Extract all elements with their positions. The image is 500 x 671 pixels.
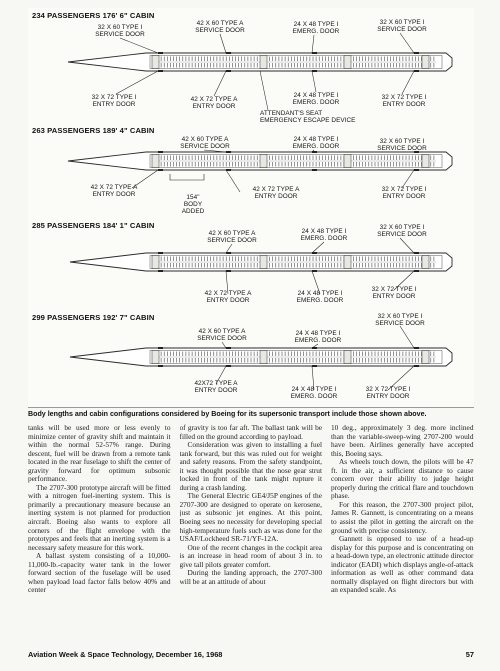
config-3-entry-door-rear: 32 X 72 TYPE I ENTRY DOOR (371, 286, 417, 300)
config-2-title: 263 PASSENGERS 189' 4" CABIN (32, 126, 155, 135)
config-3-service-door-rear: 32 X 60 TYPE I SERVICE DOOR (377, 224, 427, 238)
paragraph: The General Electric GE4/J5P engines of the 2707-300 are designed to operate on kerosene, just as subsonic jet engines. At this point, Boeing sees no necessity for developing special high-temperature fuels such as was done for the USAF/Lockheed SR-71/YF-12A. (179, 491, 322, 544)
leader-line-18 (400, 238, 414, 253)
leader-line-7 (312, 71, 316, 92)
config-4-title: 299 PASSENGERS 192' 7" CABIN (32, 313, 155, 322)
config-4-entry-door-rear: 32 X 72 TYPE I ENTRY DOOR (365, 386, 411, 400)
config-1-entry-door-front: 32 X 72 TYPE I ENTRY DOOR (91, 94, 137, 108)
leader-line-23 (222, 342, 226, 348)
fuselage-4-door-bottom-4 (414, 365, 419, 367)
config-3-emerg-door-top: 24 X 48 TYPE I EMERG. DOOR (300, 228, 348, 242)
config-1-emerg-door-bottom: 24 X 48 TYPE I EMERG. DOOR (292, 92, 340, 106)
paragraph: As wheels touch down, the pilots will be 47 ft. in the air, a sufficient distance to cause concern over their ability to judge height properly during the critical flare and touchdown phase. (331, 457, 474, 501)
paragraph: tanks will be used more or less evenly to minimize center of gravity shift and maintain it within the normal 52-57% range. During descent, fuel will be drawn from a remote tank located in the rear fuselage to shift the center of gravity forward for optimum subsonic performance. (28, 424, 171, 484)
fuselage-4-door-bottom-2 (226, 365, 231, 367)
config-3-entry-door-a: 42 X 72 TYPE A ENTRY DOOR (204, 290, 252, 304)
fuselage-2-galley-3 (344, 155, 351, 168)
leader-line-8 (402, 71, 414, 94)
fuselage-4-door-top-2 (226, 347, 231, 349)
leader-line-1 (120, 38, 158, 53)
config-2-entry-door-rear: 32 X 72 TYPE I ENTRY DOOR (381, 186, 427, 200)
fuselage-4-door-top-4 (414, 347, 419, 349)
fuselage-3-galley-4 (422, 256, 429, 269)
config-1-attendant-seat: ATTENDANT'S SEAT EMERGENCY ESCAPE DEVICE (260, 110, 356, 124)
leader-line-3 (312, 35, 314, 53)
config-3-title: 285 PASSENGERS 184' 1" CABIN (32, 221, 155, 230)
paragraph: Gannett is opposed to use of a head-up display for this purpose and is concentrating on a head-down type, an electronic attitude director indicator (EADI) which displays angle-of-attack information as well as other command data normally displayed on flight directors but with an expanded scale. As (331, 534, 474, 595)
paragraph: During the landing approach, the 2707-300 will be at an attitude of about (179, 568, 322, 586)
config-1-service-door-front: 32 X 60 TYPE I SERVICE DOOR (95, 24, 145, 38)
page-number: 57 (465, 650, 474, 659)
config-4-emerg-door-top: 24 X 48 TYPE I EMERG. DOOR (294, 330, 342, 344)
fuselage-3-door-bottom-4 (414, 270, 419, 272)
fuselage-4-door-top-1 (158, 347, 163, 349)
leader-line-2 (220, 34, 226, 53)
leader-line-16 (226, 244, 232, 253)
leader-line-17 (312, 242, 324, 253)
fuselage-3-door-top-1 (158, 252, 163, 254)
config-1-service-door-rear: 32 X 60 TYPE I SERVICE DOOR (377, 19, 427, 33)
fuselage-2-door-top-2 (226, 151, 231, 153)
config-4-entry-door-a: 42X72 TYPE A ENTRY DOOR (194, 380, 238, 394)
paragraph: One of the recent changes in the cockpit area is an increase in head room of about 3 in. to give tall pilots greater comfort. (179, 542, 322, 569)
leader-line-22 (400, 326, 414, 348)
config-3-emerg-door-bottom: 24 X 48 TYPE I EMERG. DOOR (296, 290, 344, 304)
fuselage-4-galley-4 (422, 351, 429, 364)
paragraph: of gravity is too far aft. The ballast tank will be filled on the ground according to payload. (179, 424, 322, 441)
fuselage-diagrams (28, 8, 474, 408)
fuselage-1-galley-4 (422, 56, 429, 69)
fuselage-1-door-top-4 (414, 52, 419, 54)
fuselage-2-door-top-1 (158, 151, 163, 153)
fuselage-1-door-top-3 (312, 52, 317, 54)
fuselage-3-door-bottom-3 (312, 270, 317, 272)
paragraph: For this reason, the 2707-300 project pilot, James R. Gannett, is concentrating on a means to assist the pilot in getting the aircraft on the ground with precise consistency. (331, 499, 474, 535)
config-4-service-door-a: 42 X 60 TYPE A SERVICE DOOR (197, 328, 247, 342)
paragraph: 10 deg., approximately 3 deg. more inclined than the variable-sweep-wing 2707-200 would have been. Airlines generally have accepted this, Boeing says. (331, 424, 474, 458)
fuselage-4-galley-1 (152, 351, 159, 364)
paragraph: A ballast system consisting of a 10,000-11,000-lb.-capacity water tank in the lower forward section of the fuselage will be used when payload load factor falls below 40% and center (28, 551, 171, 595)
fuselage-2-galley-1 (152, 155, 159, 168)
fuselage-1-door-top-2 (226, 52, 231, 54)
fuselage-1-galley-2 (260, 56, 267, 69)
publication-line: Aviation Week & Space Technology, December 16, 1968 (28, 650, 223, 659)
figure-caption: Body lengths and cabin configurations considered by Boeing for its supersonic transport include those shown above. (28, 410, 427, 418)
fuselage-1-door-bottom-4 (414, 70, 419, 72)
fuselage-1-door-bottom-3 (312, 70, 317, 72)
fuselage-1-door-bottom-1 (158, 70, 163, 72)
paragraph: The 2707-300 prototype aircraft will be fitted with a nitrogen fuel-inerting system. This is primarily a precautionary measure because an inerting system is not planned for production aircraft. Boeing also wants to explore all corners of the flight envelope with the prototypes and feels that an inerting system is a necessary safety measure for this work. (28, 482, 171, 552)
fuselage-4-galley-3 (344, 351, 351, 364)
config-3-service-door-a: 42 X 60 TYPE A SERVICE DOOR (207, 230, 257, 244)
paragraph: Consideration was given to installing a fuel tank forward, but this was ruled out for weight and safety reasons. From the safety standpoint, it was thought possible that the nose gear strut locked in front of the tank might rupture it during a crash landing. (179, 440, 322, 492)
config-2-service-door-a: 42 X 60 TYPE A SERVICE DOOR (180, 136, 230, 150)
leader-line-9 (260, 71, 268, 110)
fuselage-2-galley-2 (260, 155, 267, 168)
fuselage-3-galley-1 (152, 256, 159, 269)
fuselage-1-galley-1 (152, 56, 159, 69)
fuselage-4-galley-2 (260, 351, 267, 364)
page-footer (28, 650, 474, 659)
leader-line-4 (400, 33, 414, 53)
config-2-emerg-door-top: 24 X 48 TYPE I EMERG. DOOR (292, 136, 340, 150)
fuselage-2-door-bottom-4 (414, 169, 419, 171)
fuselage-2-door-bottom-3 (312, 169, 317, 171)
leader-line-5 (116, 71, 158, 94)
body-added-bracket (170, 174, 204, 180)
article-column-3 (331, 424, 474, 644)
config-4-emerg-door-bottom: 24 X 48 TYPE I EMERG. DOOR (290, 386, 338, 400)
config-2-entry-door-a-front: 42 X 72 TYPE A ENTRY DOOR (90, 184, 138, 198)
article-column-2 (180, 424, 323, 644)
article-body (28, 424, 474, 644)
config-2-service-door-rear: 32 X 60 TYPE I SERVICE DOOR (377, 138, 427, 152)
fuselage-3-door-top-4 (414, 252, 419, 254)
config-1-emerg-door-top: 24 X 48 TYPE I EMERG. DOOR (292, 21, 340, 35)
fuselage-3-door-bottom-2 (226, 270, 231, 272)
config-2-body-added: 154" BODY ADDED (181, 194, 205, 215)
fuselage-3-door-bottom-1 (158, 270, 163, 272)
config-2-entry-door-a-mid: 42 X 72 TYPE A ENTRY DOOR (252, 186, 300, 200)
fuselage-1-galley-3 (344, 56, 351, 69)
fuselage-2-galley-4 (422, 155, 429, 168)
fuselage-1-door-top-1 (158, 52, 163, 54)
cabin-configuration-figure (28, 8, 474, 408)
fuselage-4-door-bottom-3 (312, 365, 317, 367)
leader-line-6 (214, 71, 226, 96)
config-1-title: 234 PASSENGERS 176' 6" CABIN (32, 11, 155, 20)
config-4-service-door-rear: 32 X 60 TYPE I SERVICE DOOR (375, 313, 425, 327)
config-1-entry-door-a: 42 X 72 TYPE A ENTRY DOOR (190, 96, 238, 110)
fuselage-3-galley-2 (260, 256, 267, 269)
fuselage-3-galley-3 (344, 256, 351, 269)
fuselage-4-door-bottom-1 (158, 365, 163, 367)
fuselage-1-door-bottom-2 (226, 70, 231, 72)
fuselage-2-door-bottom-1 (158, 169, 163, 171)
article-column-1 (28, 424, 171, 644)
config-1-entry-door-rear: 32 X 72 TYPE I ENTRY DOOR (381, 94, 427, 108)
config-1-service-door-a: 42 X 60 TYPE A SERVICE DOOR (195, 20, 245, 34)
